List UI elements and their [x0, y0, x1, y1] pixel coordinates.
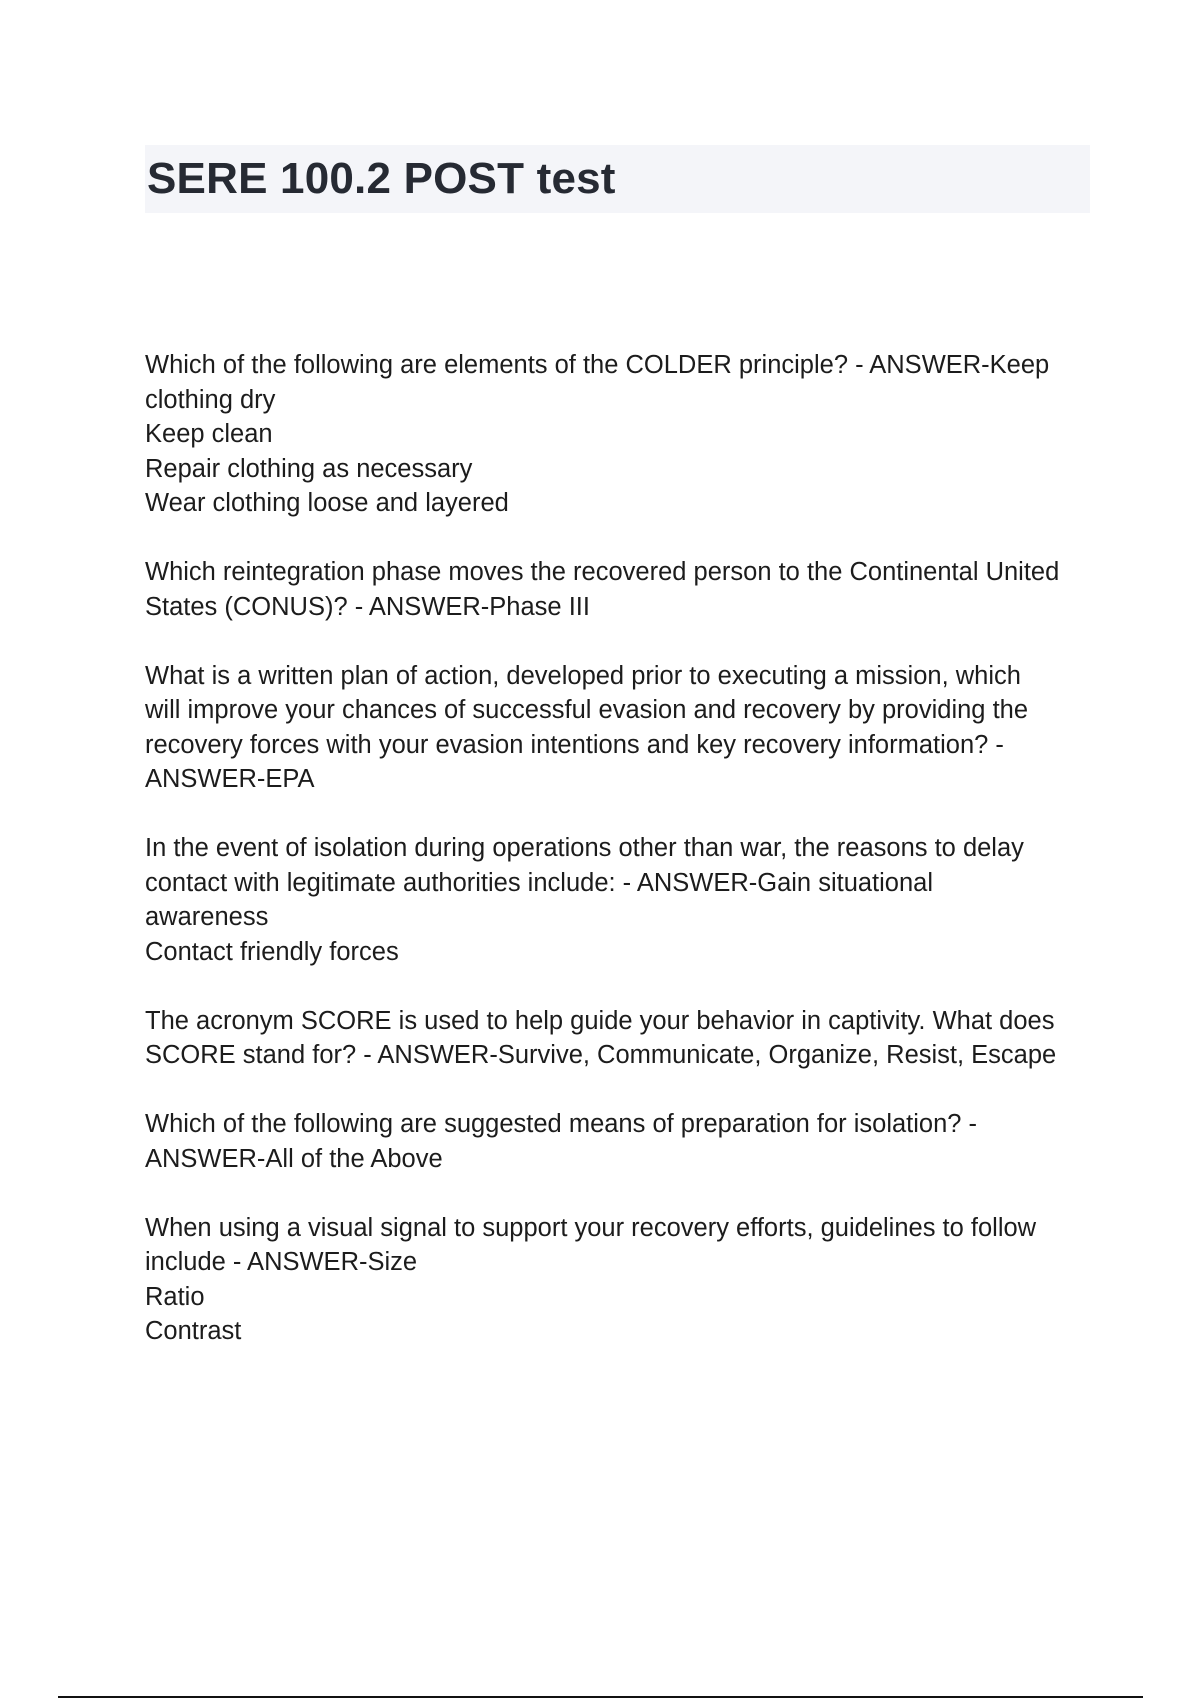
footer-divider	[58, 1696, 1143, 1698]
qa-line: ANSWER-EPA	[145, 765, 315, 793]
qa-item	[145, 831, 1090, 969]
qa-line: contact with legitimate authorities include: - ANSWER-Gain situational	[145, 868, 934, 897]
qa-line: include - ANSWER-Size	[145, 1248, 418, 1276]
qa-line: In the event of isolation during operations other than war, the reasons to delay	[145, 834, 1024, 862]
qa-list	[145, 348, 1090, 1383]
qa-item	[145, 1211, 1090, 1349]
qa-line: will improve your chances of successful evasion and recovery by providing the	[145, 696, 1029, 724]
qa-line: Contact friendly forces	[145, 937, 399, 966]
qa-line: When using a visual signal to support your recovery efforts, guidelines to follow	[145, 1213, 1037, 1242]
qa-line: Repair clothing as necessary	[145, 454, 473, 483]
qa-line: Wear clothing loose and layered	[145, 489, 509, 517]
qa-line: awareness	[145, 903, 269, 931]
qa-line: Which of the following are suggested means of preparation for isolation? -	[145, 1110, 978, 1138]
qa-line: Keep clean	[145, 420, 273, 448]
qa-line: SCORE stand for? - ANSWER-Survive, Communicate, Organize, Resist, Escape	[145, 1041, 1057, 1069]
qa-line: Contrast	[145, 1317, 242, 1345]
qa-line: clothing dry	[145, 385, 276, 414]
qa-item	[145, 659, 1090, 797]
qa-item	[145, 555, 1090, 624]
qa-line: What is a written plan of action, developed prior to executing a mission, which	[145, 661, 1021, 690]
qa-line: Ratio	[145, 1282, 205, 1311]
qa-item	[145, 1004, 1090, 1073]
qa-item	[145, 348, 1090, 521]
qa-line: States (CONUS)? - ANSWER-Phase III	[145, 592, 590, 621]
page-title: SERE 100.2 POST test	[147, 154, 616, 203]
qa-line: recovery forces with your evasion intentions and key recovery information? -	[145, 730, 1004, 759]
qa-line: The acronym SCORE is used to help guide your behavior in captivity. What does	[145, 1006, 1055, 1035]
qa-item	[145, 1107, 1090, 1176]
qa-line: Which of the following are elements of the COLDER principle? - ANSWER-Keep	[145, 351, 1050, 379]
qa-line: ANSWER-All of the Above	[145, 1144, 443, 1173]
title-banner	[145, 145, 1090, 213]
qa-line: Which reintegration phase moves the recovered person to the Continental United	[145, 558, 1060, 586]
